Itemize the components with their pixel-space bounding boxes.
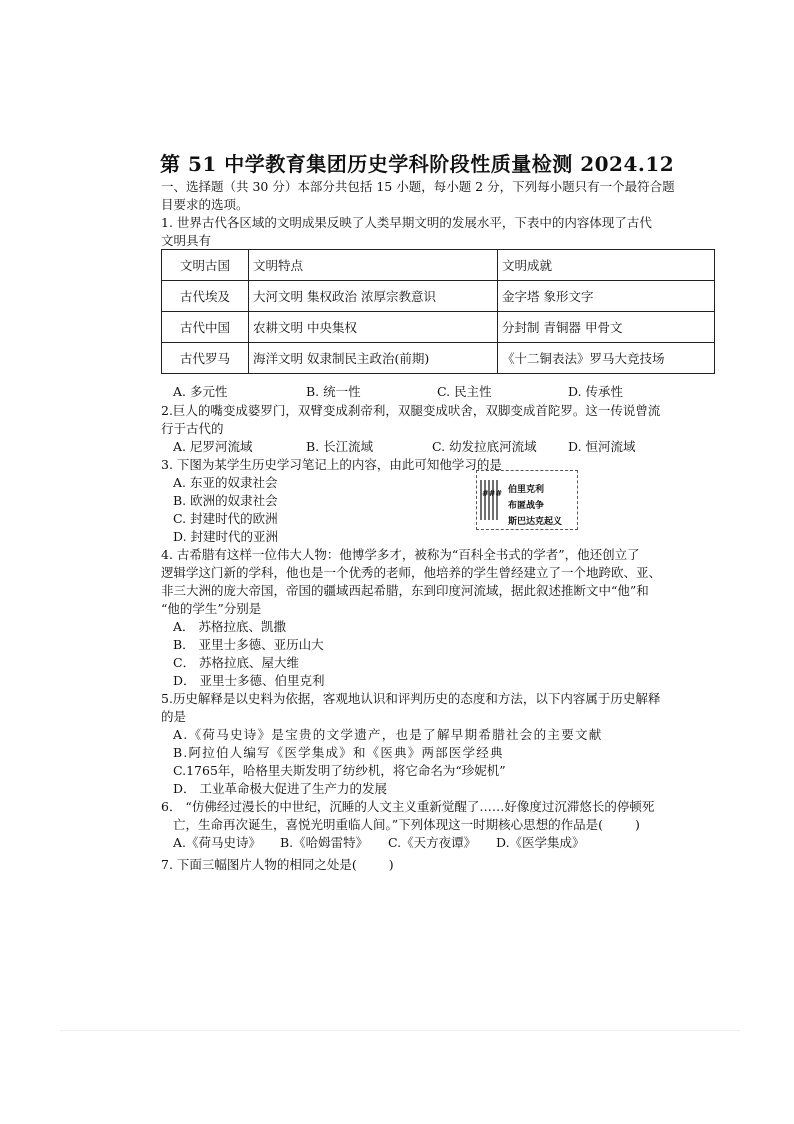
q4-option-d: D． 亚里士多德、伯里克利 [173, 673, 325, 688]
question-6-stem-text: 亡，生命再次诞生，喜悦光明重临人间。”下列体现这一时期核心思想的作品是( [173, 817, 604, 832]
question-4-stem-cont: 逻辑学这门新的学科，他也是一个优秀的老师，他培养的学生曾经建立了一个地跨欧、亚、 [161, 565, 662, 580]
table-cell: 古代罗马 [162, 343, 249, 374]
notes-mark: ### [482, 488, 503, 498]
table-row [162, 312, 715, 343]
question-4-stem-cont: “他的学生”分别是 [161, 601, 262, 616]
table-cell: 古代埃及 [162, 281, 249, 312]
q1-option-c: C. 民主性 [437, 384, 492, 399]
question-5-stem: 5.历史解释是以史料为依据，客观地认识和评判历史的态度和方法，以下内容属于历史解释 [161, 691, 661, 706]
question-2-stem-cont: 行于古代的 [161, 421, 224, 436]
q4-option-a: A． 苏格拉底、凯撒 [173, 619, 287, 634]
table-cell: 农耕文明 中央集权 [249, 312, 498, 343]
question-1-stem: 1. 世界古代各区域的文明成果反映了人类早期文明的发展水平，下表中的内容体现了古代 [161, 215, 652, 230]
section-instruction-cont: 目要求的选项。 [161, 197, 249, 212]
q2-option-c: C. 幼发拉底河流域 [432, 439, 537, 454]
table-cell: 古代中国 [162, 312, 249, 343]
q2-option-d: D. 恒河流域 [568, 439, 636, 454]
question-6-stem-cont [173, 816, 640, 833]
section-instruction: 一、选择题（共 30 分）本部分共包括 15 小题，每小题 2 分，下列每小题只有一个最符合题 [161, 179, 675, 194]
question-6-stem: 6． “仿佛经过漫长的中世纪，沉睡的人文主义重新觉醒了……好像度过沉滞悠长的停顿死 [161, 799, 655, 814]
q6-option-b: B.《哈姆雷特》 [280, 835, 369, 850]
table-header-cell: 文明古国 [162, 250, 249, 281]
question-4-stem-cont: 非三大洲的庞大帝国，帝国的疆域西起希腊，东到印度河流域，据此叙述推断文中“他”和 [161, 583, 649, 598]
q6-option-c: C.《天方夜谭》 [388, 835, 477, 850]
table-row [162, 281, 715, 312]
civilization-table [161, 249, 715, 374]
q1-option-a: A. 多元性 [173, 384, 228, 399]
q2-option-b: B. 长江流域 [306, 439, 374, 454]
q3-option-c: C. 封建时代的欧洲 [173, 511, 278, 526]
table-header-row [162, 250, 715, 281]
q3-option-b: B. 欧洲的奴隶社会 [173, 493, 278, 508]
table-row [162, 343, 715, 374]
paren-close: ) [388, 857, 394, 872]
study-notes-image [476, 470, 578, 530]
table-cell: 大河文明 集权政治 浓厚宗教意识 [249, 281, 498, 312]
table-header-cell: 文明特点 [249, 250, 498, 281]
q3-option-a: A. 东亚的奴隶社会 [173, 475, 278, 490]
q5-option-c: C.1765年，哈格里夫斯发明了纺纱机，将它命名为“珍妮机” [173, 763, 506, 778]
q2-option-a: A. 尼罗河流域 [173, 439, 253, 454]
question-4-stem: 4. 古希腊有这样一位伟大人物：他博学多才，被称为“百科全书式的学者”，他还创立了 [161, 547, 640, 562]
question-7-stem [161, 856, 394, 873]
notes-line-1: 伯里克利 [508, 485, 545, 495]
q1-option-b: B. 统一性 [306, 384, 361, 399]
table-cell: 金字塔 象形文字 [498, 281, 715, 312]
question-3-stem: 3. 下图为某学生历史学习笔记上的内容，由此可知他学习的是 [161, 457, 502, 472]
notes-line-2: 布匿战争 [508, 501, 545, 511]
table-cell: 分封制 青铜器 甲骨文 [498, 312, 715, 343]
notes-line-3: 斯巴达克起义 [508, 517, 563, 527]
q6-option-d: D.《医学集成》 [496, 835, 585, 850]
q3-option-d: D. 封建时代的亚洲 [173, 529, 279, 544]
q1-option-d: D. 传承性 [568, 384, 624, 399]
page-bottom-rule [60, 1030, 740, 1031]
table-header-cell: 文明成就 [498, 250, 715, 281]
q5-option-b: B.阿拉伯人编写《医学集成》和《医典》两部医学经典 [173, 745, 504, 760]
question-2-stem: 2.巨人的嘴变成婆罗门，双臂变成刹帝利，双腿变成吠舍，双脚变成首陀罗。这一传说曾流 [161, 403, 661, 418]
q5-option-d: D． 工业革命极大促进了生产力的发展 [173, 781, 387, 796]
paren-close: ) [635, 817, 640, 832]
q4-option-c: C． 苏格拉底、屋大维 [173, 655, 300, 670]
page-title: 第 51 中学教育集团历史学科阶段性质量检测 2024.12 [160, 152, 675, 176]
q4-option-b: B． 亚里士多德、亚历山大 [173, 637, 324, 652]
q5-option-a: A.《荷马史诗》是宝贵的文学遗产，也是了解早期希腊社会的主要文献 [173, 727, 603, 742]
question-5-stem-cont: 的是 [161, 709, 187, 724]
table-cell: 《十二铜表法》罗马大竞技场 [498, 343, 715, 374]
q6-option-a: A.《荷马史诗》 [173, 835, 262, 850]
notes-scribble [480, 480, 503, 520]
question-1-stem-cont: 文明具有 [161, 233, 212, 248]
question-7-stem-text: 7. 下面三幅图片人物的相同之处是( [161, 857, 357, 872]
table-cell: 海洋文明 奴隶制民主政治(前期) [249, 343, 498, 374]
